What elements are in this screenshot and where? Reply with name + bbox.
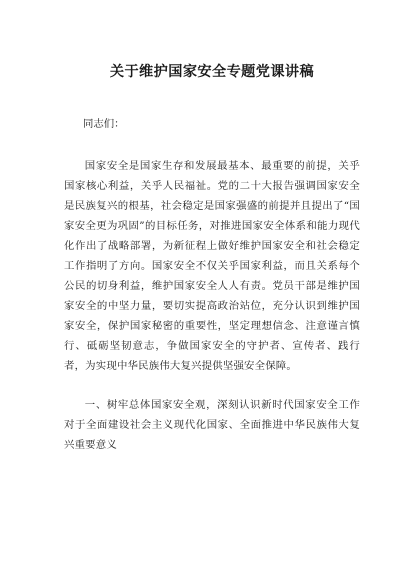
body-paragraph: 国家安全是国家生存和发展最基本、最重要的前提，关乎国家核心利益，关乎人民福祉。党的二十大报告强调国家安全是民族复兴的根基，社会稳定是国家强盛的前提并且提出了“国家安全更为巩固”的目标任务，对推进国家安全体系和能力现代化作出了战略部署，为新征程上做好维护国家安全和社会稳定工作指明了方向。国家安全不仅关乎国家利益，而且关系每个公民的切身利益，维护国家安全人人有责。党员干部是维护国家安全的中坚力量，要切实提高政治站位，充分认识到维护国家安全，保护国家秘密的重要性，坚定理想信念、注意谨言慎行、砥砺坚韧意志，争做国家安全的守护者、宣传者、践行者，为实现中华民族伟大复兴提供坚强安全保障。	[64, 160, 360, 372]
salutation: 同志们：	[83, 118, 125, 130]
section-heading-paragraph: 一、树牢总体国家安全观，深刻认识新时代国家安全工作对于全面建设社会主义现代化国家、全面推进中华民族伟大复兴重要意义	[64, 399, 360, 451]
document-title: 关于维护国家安全专题党课讲稿	[109, 64, 315, 80]
